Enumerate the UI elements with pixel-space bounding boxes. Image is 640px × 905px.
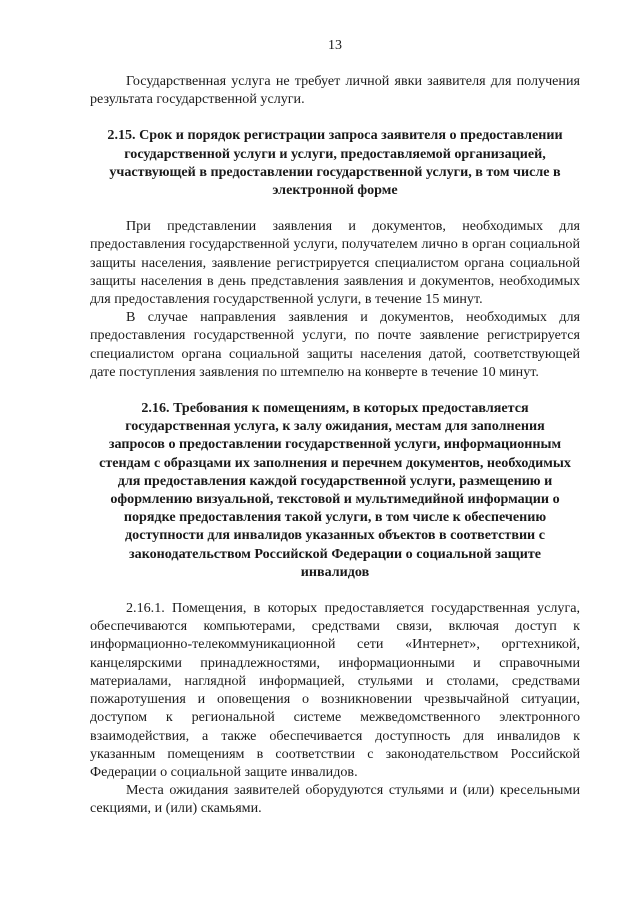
section-2-16-paragraph-2: Места ожидания заявителей оборудуются стульями и (или) кресельными секциями, и (или) скамьями.: [90, 782, 580, 817]
page-number: 13: [328, 38, 342, 53]
section-2-15-paragraph-1: При представлении заявления и документов, необходимых для предоставления государственной услуги, получателем лично в орган социальной защиты населения, заявление регистрируется специалистом органа социальной защиты населения в день представления заявления и документов, необходимых для предоставления государственной услуги, в течение 15 минут.: [90, 218, 580, 308]
section-heading-2-16: 2.16. Требования к помещениям, в которых предоставляется государственная услуга, к залу ожидания, местам для заполнения запросов о предоставлении государственной услуги, информационным стендам с образцами их заполнения и перечнем документов, необходимых для предоставления каждой государственной услуги, размещению и оформлению визуальной, текстовой и мультимедийной информации о порядке предоставления такой услуги, в том числе к обеспечению доступности для инвалидов указанных объектов в соответствии с законодательством Российской Федерации о социальной защите инвалидов: [99, 400, 571, 580]
section-2-15-paragraph-2: В случае направления заявления и документов, необходимых для предоставления государственной услуги, по почте заявление регистрируется специалистом органа социальной защиты населения датой, соответствующей дате поступления заявления по штемпелю на конверте в течение 10 минут.: [90, 309, 580, 380]
section-2-16-paragraph-1: 2.16.1. Помещения, в которых предоставляется государственная услуга, обеспечиваются компьютерами, средствами связи, включая доступ к информационно-телекоммуникационной сети «Интернет», оргтехникой, канцелярскими принадлежностями, информационными и справочными материалами, наглядной информацией, стульями и столами, средствами пожаротушения и оповещения о возникновении чрезвычайной ситуации, доступом к региональной системе межведомственного электронного взаимодействия, а также обеспечивается доступность для инвалидов к указанным помещениям в соответствии с законодательством Российской Федерации о социальной защите инвалидов.: [90, 600, 580, 780]
intro-paragraph: Государственная услуга не требует личной явки заявителя для получения результата государственной услуги.: [90, 73, 580, 108]
section-heading-2-15: 2.15. Срок и порядок регистрации запроса заявителя о предоставлении государственной услуги и услуги, предоставляемой организацией, участвующей в предоставлении государственной услуги, в том числе в электронной форме: [107, 127, 563, 199]
